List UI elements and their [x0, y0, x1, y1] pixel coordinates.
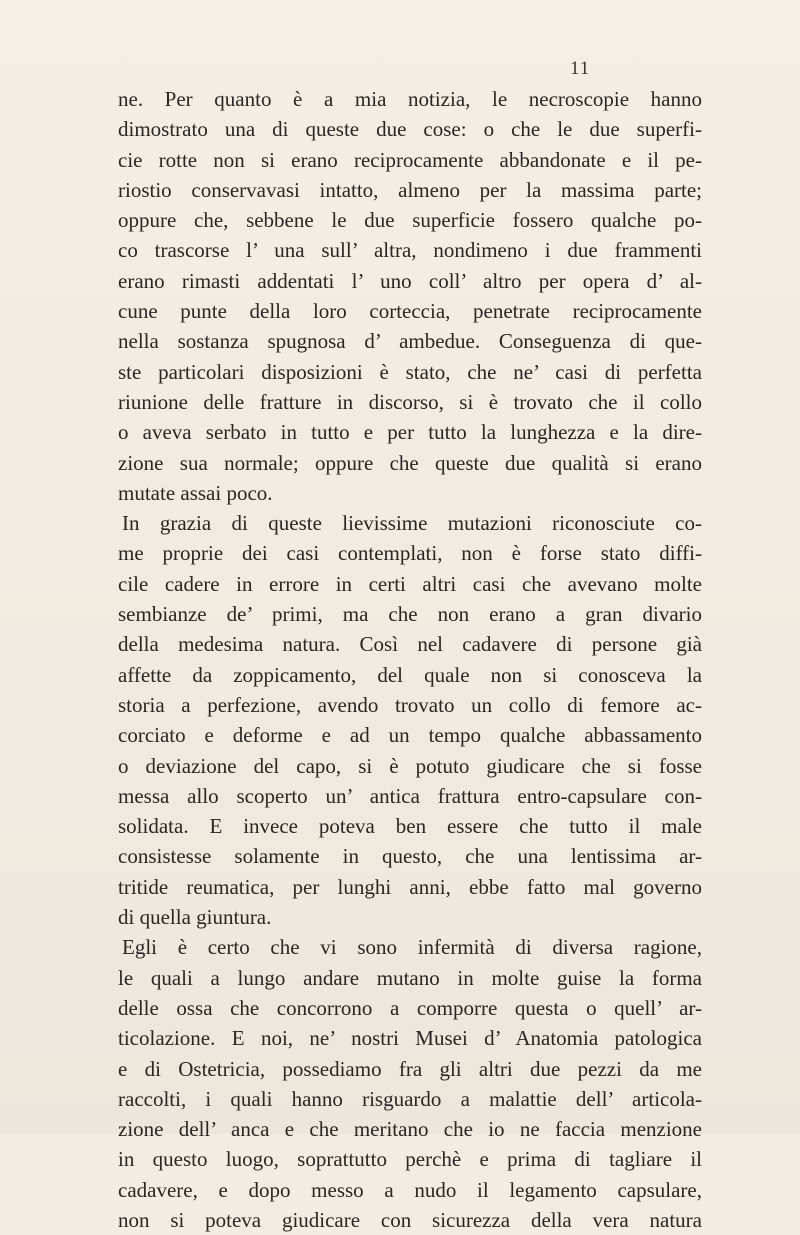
- text-line: raccolti, i quali hanno risguardo a malattie dell’ articola-: [118, 1086, 702, 1111]
- text-line: cadavere, e dopo messo a nudo il legamento capsulare,: [118, 1177, 702, 1202]
- page-number: 11: [570, 58, 591, 79]
- text-line: tritide reumatica, per lunghi anni, ebbe fatto mal governo: [118, 874, 702, 899]
- text-line: o aveva serbato in tutto e per tutto la lunghezza e la dire-: [118, 420, 702, 445]
- text-line: dimostrato una di queste due cose: o che le due superfi-: [118, 117, 702, 142]
- text-line: in questo luogo, soprattutto perchè e prima di tagliare il: [118, 1147, 702, 1172]
- text-line: di quella giuntura.: [118, 905, 272, 930]
- text-line: zione sua normale; oppure che queste due qualità si erano: [118, 450, 702, 475]
- text-line: della medesima natura. Così nel cadavere di persone già: [118, 632, 702, 657]
- text-line: ne. Per quanto è a mia notizia, le necroscopie hanno: [118, 87, 702, 111]
- text-line: consistesse solamente in questo, che una lentissima ar-: [118, 844, 702, 869]
- text-line: riostio conservavasi intatto, almeno per la massima parte;: [118, 177, 702, 202]
- text-line: delle ossa che concorrono a comporre questa o quell’ ar-: [118, 995, 702, 1020]
- paragraph-2: [118, 508, 702, 932]
- text-line: messa allo scoperto un’ antica frattura entro-capsulare con-: [118, 783, 702, 808]
- text-line: mutate assai poco.: [118, 480, 273, 505]
- paragraph-3: [118, 932, 702, 1235]
- text-line: cune punte della loro corteccia, penetrate reciprocamente: [118, 299, 702, 324]
- text-line: solidata. E invece poteva ben essere che tutto il male: [118, 814, 702, 839]
- text-line: oppure che, sebbene le due superficie fossero qualche po-: [118, 208, 702, 233]
- text-line: cie rotte non si erano reciprocamente abbandonate e il pe-: [118, 147, 702, 172]
- text-line: ticolazione. E noi, ne’ nostri Musei d’ Anatomia patologica: [118, 1026, 702, 1051]
- text-line: erano rimasti addentati l’ uno coll’ altro per opera d’ al-: [118, 268, 702, 293]
- text-line: Egli è certo che vi sono infermità di diversa ragione,: [122, 935, 702, 960]
- text-line: corciato e deforme e ad un tempo qualche abbassamento: [118, 723, 702, 748]
- text-line: le quali a lungo andare mutano in molte guise la forma: [118, 965, 702, 990]
- text-line: cile cadere in errore in certi altri casi che avevano molte: [118, 571, 702, 596]
- text-line: affette da zoppicamento, del quale non si conosceva la: [118, 662, 702, 687]
- paragraph-1: [118, 84, 702, 508]
- text-line: ste particolari disposizioni è stato, che ne’ casi di perfetta: [118, 359, 702, 384]
- text-line: sembianze de’ primi, ma che non erano a gran divario: [118, 602, 702, 627]
- text-line: riunione delle fratture in discorso, si è trovato che il collo: [118, 389, 702, 414]
- text-line: me proprie dei casi contemplati, non è forse stato diffi-: [118, 541, 702, 566]
- text-line: zione dell’ anca e che meritano che io ne faccia menzione: [118, 1117, 702, 1142]
- text-line: In grazia di queste lievissime mutazioni riconosciute co-: [122, 511, 702, 536]
- text-line: co trascorse l’ una sull’ altra, nondimeno i due frammenti: [118, 238, 702, 263]
- text-line: nella sostanza spugnosa d’ ambedue. Conseguenza di que-: [118, 329, 702, 354]
- text-line: e di Ostetricia, possediamo fra gli altri due pezzi da me: [118, 1056, 702, 1081]
- text-line: non si poteva giudicare con sicurezza della vera natura: [118, 1207, 702, 1232]
- text-line: storia a perfezione, avendo trovato un collo di femore ac-: [118, 692, 702, 717]
- text-line: o deviazione del capo, si è potuto giudicare che si fosse: [118, 753, 702, 778]
- body-text: [118, 84, 702, 1235]
